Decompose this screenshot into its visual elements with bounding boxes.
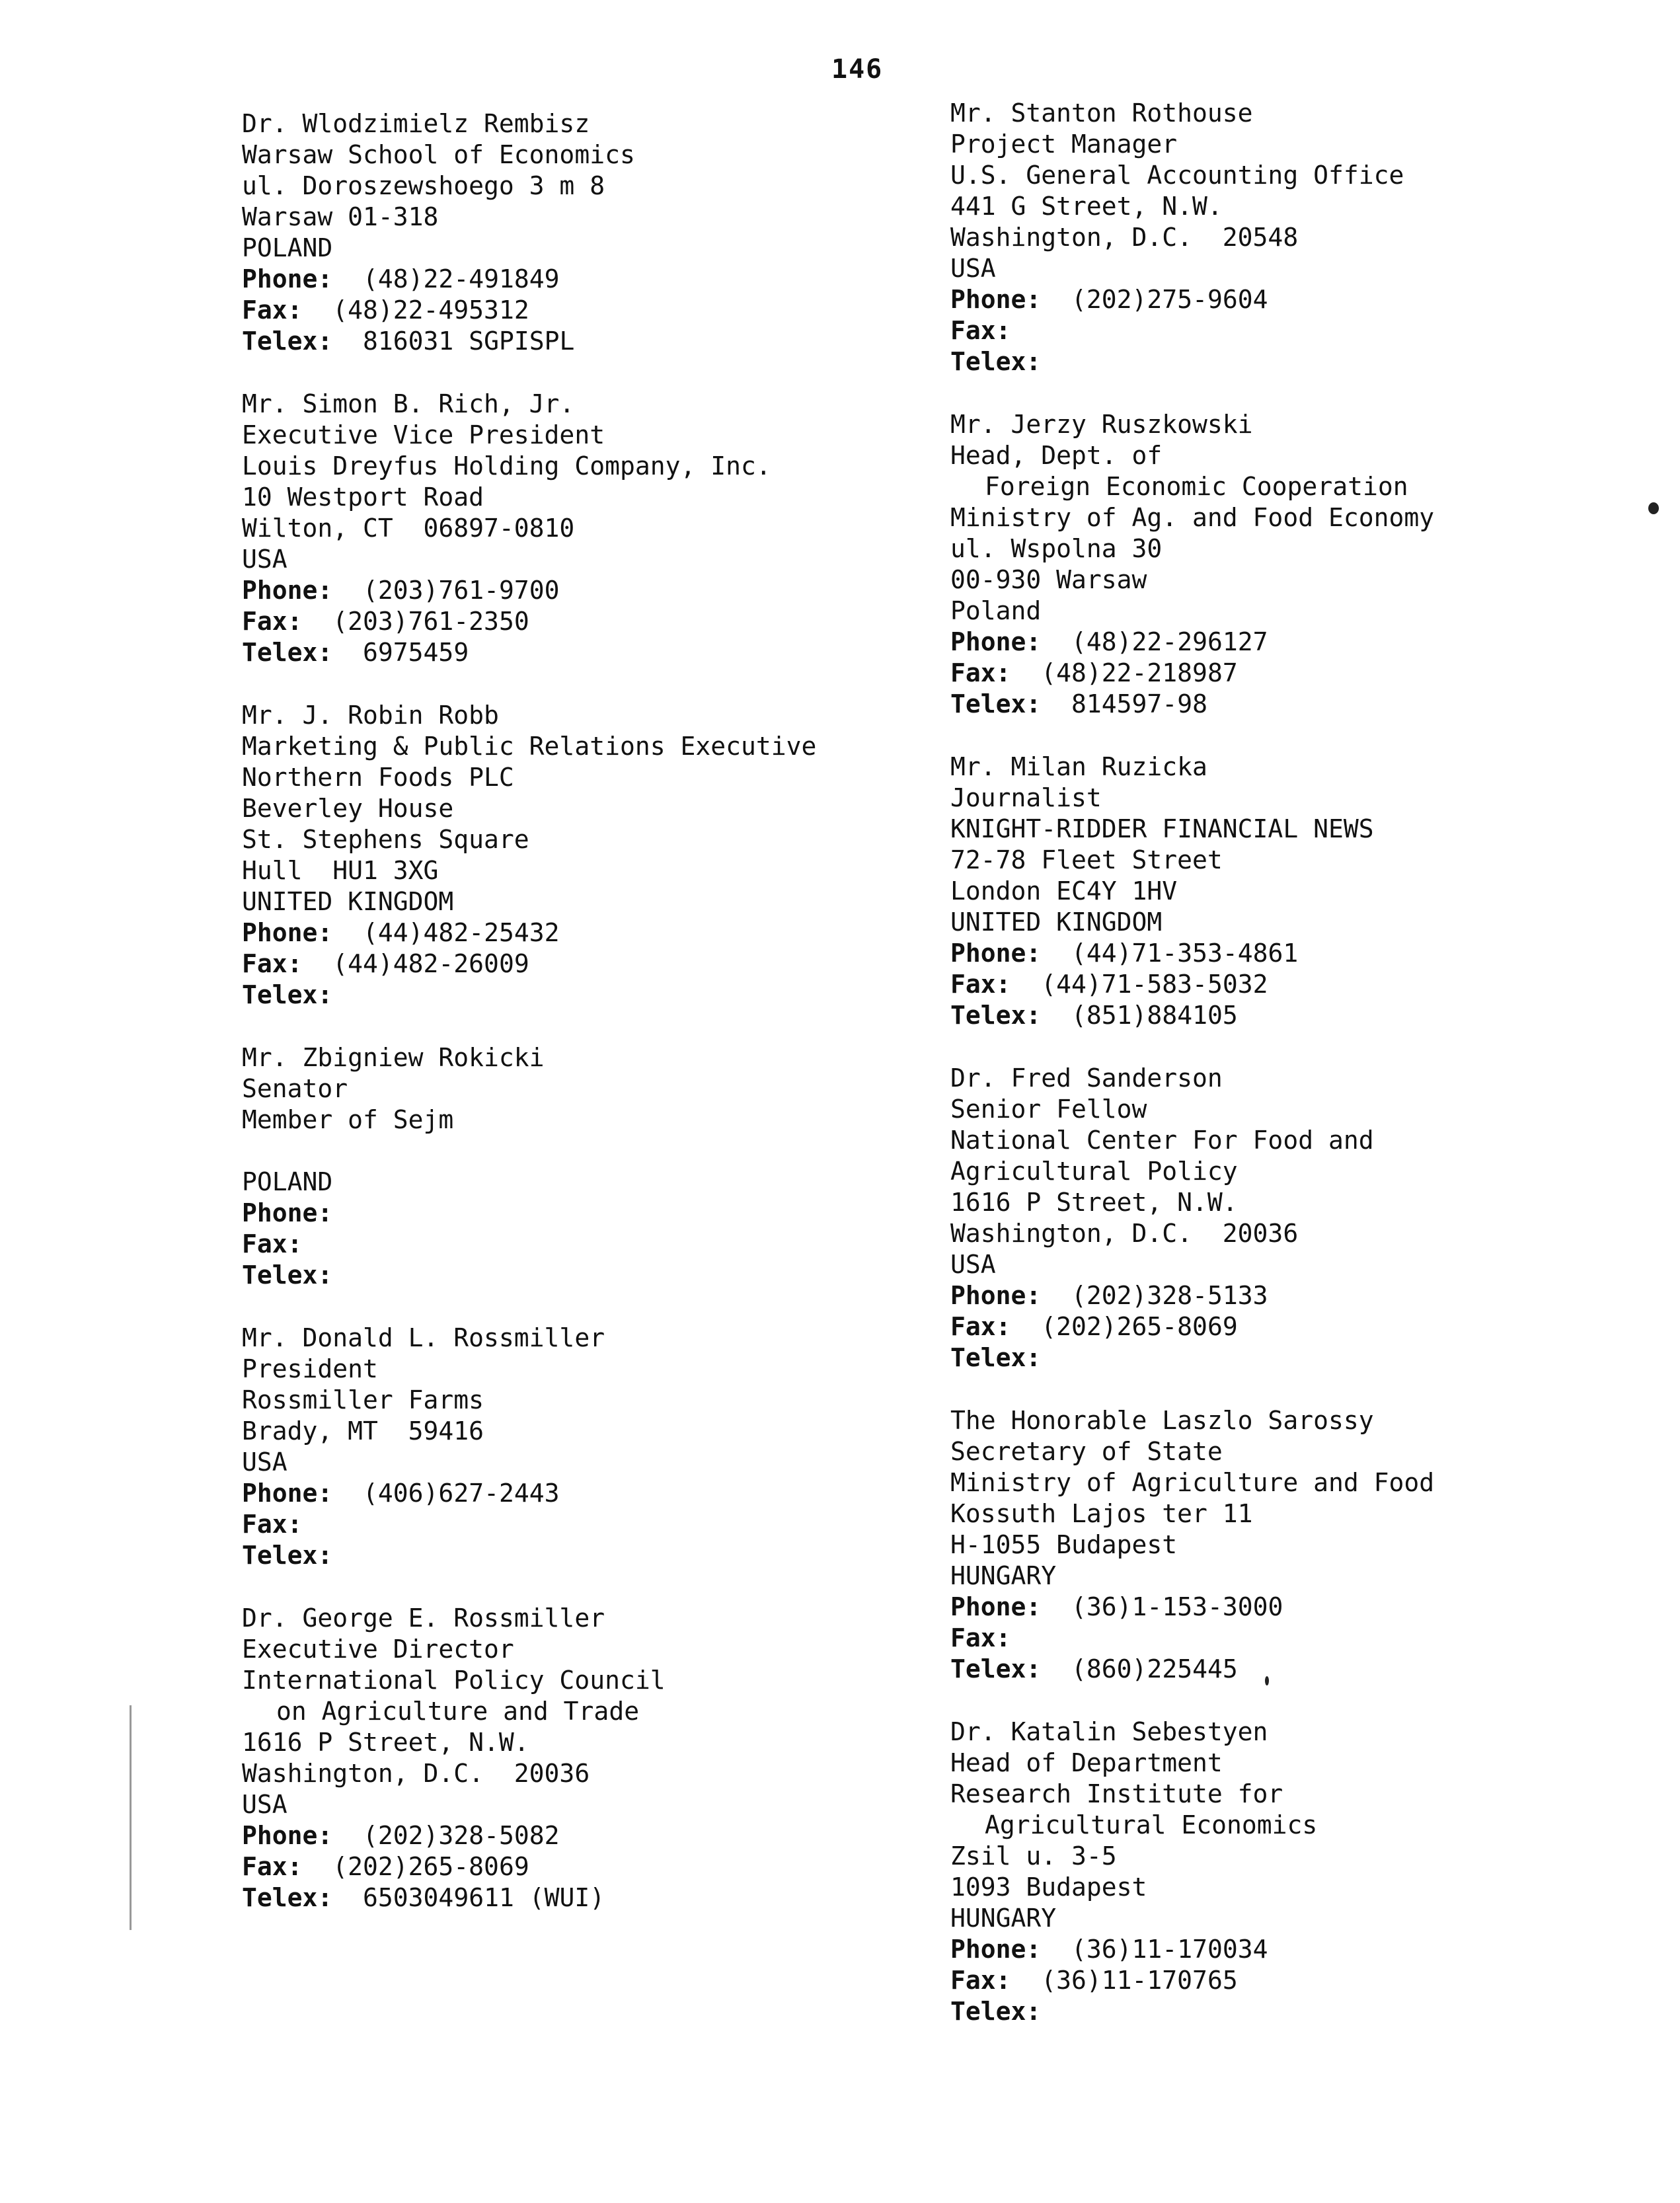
telex-label: Telex: [242, 327, 333, 356]
phone-label: Phone: [242, 1479, 333, 1508]
telex-value: (860)225445 [1071, 1654, 1238, 1683]
telex-label: Telex: [950, 1654, 1042, 1683]
contact-entry [242, 1603, 936, 1913]
phone-value: (44)71-353-4861 [1071, 939, 1299, 968]
separator [1011, 658, 1042, 687]
separator [332, 1260, 363, 1290]
phone-label: Phone: [950, 1592, 1042, 1621]
contact-name: Dr. George E. Rossmiller [242, 1604, 605, 1633]
separator [332, 1883, 363, 1912]
contact-line: London EC4Y 1HV [950, 876, 1178, 906]
fax-label: Fax: [950, 316, 1011, 345]
phone-row [242, 1478, 936, 1509]
phone-label: Phone: [242, 264, 333, 293]
fax-value: (202)265-8069 [332, 1852, 529, 1881]
contact-line: Executive Vice President [242, 420, 605, 449]
contact-line: 1093 Budapest [950, 1873, 1147, 1902]
separator [1041, 285, 1071, 314]
contact-line: 1616 P Street, N.W. [242, 1728, 529, 1757]
separator [1041, 939, 1071, 968]
contact-line: UNITED KINGDOM [242, 887, 454, 916]
telex-row [950, 689, 1644, 720]
contact-line: 1616 P Street, N.W. [950, 1188, 1238, 1217]
telex-label: Telex: [242, 638, 333, 667]
contact-line: HUNGARY [950, 1904, 1057, 1933]
contact-line: Beverley House [242, 794, 454, 823]
telex-label: Telex: [242, 980, 333, 1009]
phone-label: Phone: [242, 918, 333, 947]
separator [1041, 347, 1071, 376]
telex-label: Telex: [950, 1997, 1042, 2026]
fax-value: (48)22-218987 [1041, 658, 1238, 687]
separator [1041, 627, 1071, 656]
contact-line: U.S. General Accounting Office [950, 161, 1404, 190]
telex-label: Telex: [242, 1541, 333, 1570]
separator [332, 1821, 363, 1850]
fax-value: (36)11-170765 [1041, 1966, 1238, 1995]
separator [1011, 1966, 1042, 1995]
fax-row [950, 1311, 1644, 1342]
telex-row [950, 346, 1644, 377]
phone-row [242, 1820, 936, 1851]
fax-value: (44)71-583-5032 [1041, 970, 1268, 999]
fax-label: Fax: [950, 1966, 1011, 1995]
contact-line: National Center For Food and [950, 1126, 1374, 1155]
contact-line: USA [242, 1790, 287, 1819]
contact-line: Senator [242, 1074, 348, 1103]
margin-line [130, 1705, 132, 1930]
contact-line: Marketing & Public Relations Executive [242, 732, 817, 761]
phone-row [242, 264, 936, 295]
separator [303, 295, 333, 325]
phone-row [242, 1198, 936, 1229]
phone-label: Phone: [950, 1935, 1042, 1964]
contact-line: Poland [950, 596, 1042, 625]
separator [303, 607, 333, 636]
phone-value: (202)328-5133 [1071, 1281, 1268, 1310]
scan-speck [1648, 502, 1659, 514]
contact-name: Mr. Donald L. Rossmiller [242, 1323, 605, 1352]
fax-label: Fax: [242, 1510, 303, 1539]
contact-line: USA [242, 545, 287, 574]
contact-line: POLAND [242, 1167, 333, 1196]
contact-entry [242, 1042, 936, 1291]
telex-label: Telex: [242, 1260, 333, 1290]
separator [332, 327, 363, 356]
fax-row [950, 658, 1644, 689]
contact-line: Zsil u. 3-5 [950, 1841, 1117, 1871]
phone-value: (48)22-296127 [1071, 627, 1268, 656]
phone-label: Phone: [242, 1198, 333, 1227]
telex-row [242, 326, 936, 357]
separator [1011, 970, 1042, 999]
separator [1041, 1654, 1071, 1683]
telex-row [950, 1000, 1644, 1031]
contact-line: Kossuth Lajos ter 11 [950, 1499, 1253, 1528]
separator [332, 1479, 363, 1508]
separator [332, 1541, 363, 1570]
contact-line: USA [950, 254, 996, 283]
contact-line: Washington, D.C. 20548 [950, 223, 1299, 252]
fax-row [950, 1623, 1644, 1654]
phone-label: Phone: [242, 576, 333, 605]
contact-name: Dr. Fred Sanderson [950, 1063, 1223, 1093]
contact-line: 441 G Street, N.W. [950, 192, 1223, 221]
contact-entry [242, 1323, 936, 1571]
fax-label: Fax: [950, 970, 1011, 999]
phone-row [950, 1934, 1644, 1965]
telex-value: 816031 SGPISPL [363, 327, 575, 356]
separator [303, 1510, 333, 1539]
fax-row [242, 606, 936, 637]
contact-name: Dr. Wlodzimielz Rembisz [242, 109, 590, 138]
telex-value: (851)884105 [1071, 1001, 1238, 1030]
contact-line: Research Institute for [950, 1779, 1283, 1808]
phone-value: (36)1-153-3000 [1071, 1592, 1283, 1621]
phone-label: Phone: [950, 1281, 1042, 1310]
contact-line: Agricultural Economics [985, 1810, 1318, 1839]
contact-entry [950, 1063, 1644, 1373]
contact-line: Agricultural Policy [950, 1157, 1238, 1186]
contact-line: Warsaw School of Economics [242, 140, 635, 169]
contact-entry [950, 1717, 1644, 2027]
fax-label: Fax: [950, 1623, 1011, 1652]
separator [1041, 1592, 1071, 1621]
contact-entry [950, 1405, 1644, 1685]
phone-label: Phone: [950, 939, 1042, 968]
phone-row [242, 575, 936, 606]
separator [1041, 689, 1071, 718]
fax-value: (48)22-495312 [332, 295, 529, 325]
phone-value: (406)627-2443 [363, 1479, 560, 1508]
fax-row [242, 948, 936, 980]
phone-label: Phone: [950, 627, 1042, 656]
phone-value: (203)761-9700 [363, 576, 560, 605]
contact-line: Secretary of State [950, 1437, 1223, 1466]
blank-line [242, 1136, 936, 1167]
contact-line: KNIGHT-RIDDER FINANCIAL NEWS [950, 814, 1374, 843]
phone-value: (202)275-9604 [1071, 285, 1268, 314]
separator [303, 1852, 333, 1881]
fax-label: Fax: [242, 1852, 303, 1881]
separator [303, 949, 333, 978]
contact-line: Ministry of Agriculture and Food [950, 1468, 1435, 1497]
contact-line: H-1055 Budapest [950, 1530, 1178, 1559]
telex-row [242, 980, 936, 1011]
contact-line: Member of Sejm [242, 1105, 454, 1134]
telex-label: Telex: [242, 1883, 333, 1912]
telex-row [950, 1342, 1644, 1373]
telex-row [242, 1540, 936, 1571]
fax-label: Fax: [242, 295, 303, 325]
phone-row [950, 284, 1644, 315]
contact-entry [950, 752, 1644, 1031]
telex-row [950, 1996, 1644, 2027]
fax-label: Fax: [242, 1229, 303, 1258]
page-number: 146 [831, 54, 884, 85]
separator [332, 576, 363, 605]
contact-entry [950, 409, 1644, 720]
telex-label: Telex: [950, 1343, 1042, 1372]
contact-line: Journalist [950, 783, 1102, 812]
fax-value: (44)482-26009 [332, 949, 529, 978]
fax-row [242, 1229, 936, 1260]
separator [1041, 1935, 1071, 1964]
contact-line: on Agriculture and Trade [276, 1697, 640, 1726]
fax-row [950, 969, 1644, 1000]
separator [332, 980, 363, 1009]
phone-value: (202)328-5082 [363, 1821, 560, 1850]
contact-line: Washington, D.C. 20036 [950, 1219, 1299, 1248]
contact-entry [242, 389, 936, 668]
contact-line: 72-78 Fleet Street [950, 845, 1223, 874]
contact-line: Ministry of Ag. and Food Economy [950, 503, 1435, 532]
separator [1041, 1281, 1071, 1310]
phone-label: Phone: [242, 1821, 333, 1850]
contact-line: Executive Director [242, 1635, 514, 1664]
contact-line: Head, Dept. of [950, 441, 1163, 470]
contact-line: International Policy Council [242, 1666, 666, 1695]
contact-line: Washington, D.C. 20036 [242, 1759, 590, 1788]
contact-line: HUNGARY [950, 1561, 1057, 1590]
phone-row [950, 1592, 1644, 1623]
separator [332, 918, 363, 947]
contact-line: ul. Wspolna 30 [950, 534, 1163, 563]
contact-line: 00-930 Warsaw [950, 565, 1147, 594]
phone-value: (48)22-491849 [363, 264, 560, 293]
fax-value: (203)761-2350 [332, 607, 529, 636]
contact-name: Mr. Simon B. Rich, Jr. [242, 389, 575, 418]
contact-name: Dr. Katalin Sebestyen [950, 1717, 1268, 1746]
fax-label: Fax: [950, 1312, 1011, 1341]
contact-entry [242, 108, 936, 357]
fax-label: Fax: [950, 658, 1011, 687]
contact-line: Wilton, CT 06897-0810 [242, 514, 575, 543]
contact-line: Foreign Economic Cooperation [985, 472, 1408, 501]
telex-value: 6503049611 (WUI) [363, 1883, 605, 1912]
fax-label: Fax: [242, 607, 303, 636]
phone-label: Phone: [950, 285, 1042, 314]
contact-line: UNITED KINGDOM [950, 908, 1163, 937]
contact-line: St. Stephens Square [242, 825, 529, 854]
telex-label: Telex: [950, 689, 1042, 718]
phone-value: (36)11-170034 [1071, 1935, 1268, 1964]
fax-row [950, 315, 1644, 346]
telex-label: Telex: [950, 347, 1042, 376]
separator [1041, 1343, 1071, 1372]
left-column [242, 108, 936, 1945]
phone-row [242, 917, 936, 948]
contact-name: Mr. J. Robin Robb [242, 701, 499, 730]
phone-row [950, 1280, 1644, 1311]
phone-value: (44)482-25432 [363, 918, 560, 947]
contact-line: President [242, 1354, 378, 1383]
contact-line: Louis Dreyfus Holding Company, Inc. [242, 451, 771, 481]
contact-line: Warsaw 01-318 [242, 202, 439, 231]
contact-line: Northern Foods PLC [242, 763, 514, 792]
fax-row [242, 1509, 936, 1540]
separator [332, 638, 363, 667]
phone-row [950, 938, 1644, 969]
contact-line: Hull HU1 3XG [242, 856, 439, 885]
fax-label: Fax: [242, 949, 303, 978]
separator [1041, 1001, 1071, 1030]
contact-line: Senior Fellow [950, 1095, 1147, 1124]
telex-label: Telex: [950, 1001, 1042, 1030]
contact-entry [242, 700, 936, 1011]
telex-row [242, 1882, 936, 1913]
separator [1011, 316, 1042, 345]
contact-line: 10 Westport Road [242, 483, 484, 512]
separator [1011, 1623, 1042, 1652]
contact-line: Project Manager [950, 130, 1178, 159]
contact-name: Mr. Stanton Rothouse [950, 98, 1253, 128]
contact-name: Mr. Milan Ruzicka [950, 752, 1207, 781]
fax-value: (202)265-8069 [1041, 1312, 1238, 1341]
contact-line: Head of Department [950, 1748, 1223, 1777]
separator [303, 1229, 333, 1258]
fax-row [950, 1965, 1644, 1996]
contact-name: The Honorable Laszlo Sarossy [950, 1406, 1374, 1435]
contact-line: USA [950, 1250, 996, 1279]
separator [1011, 1312, 1042, 1341]
telex-row [242, 637, 936, 668]
separator [1041, 1997, 1071, 2026]
contact-line: USA [242, 1448, 287, 1477]
contact-line: Brady, MT 59416 [242, 1416, 484, 1446]
telex-row [950, 1654, 1644, 1685]
contact-line: POLAND [242, 233, 333, 262]
contact-line: ul. Doroszewshoego 3 m 8 [242, 171, 605, 200]
right-column [950, 98, 1644, 2059]
contact-name: Mr. Zbigniew Rokicki [242, 1043, 545, 1072]
fax-row [242, 1851, 936, 1882]
telex-value: 814597-98 [1071, 689, 1207, 718]
contact-entry [950, 98, 1644, 377]
separator [332, 1198, 363, 1227]
fax-row [242, 295, 936, 326]
telex-row [242, 1260, 936, 1291]
contact-name: Mr. Jerzy Ruszkowski [950, 410, 1253, 439]
phone-row [950, 627, 1644, 658]
separator [332, 264, 363, 293]
telex-value: 6975459 [363, 638, 469, 667]
contact-line: Rossmiller Farms [242, 1385, 484, 1414]
